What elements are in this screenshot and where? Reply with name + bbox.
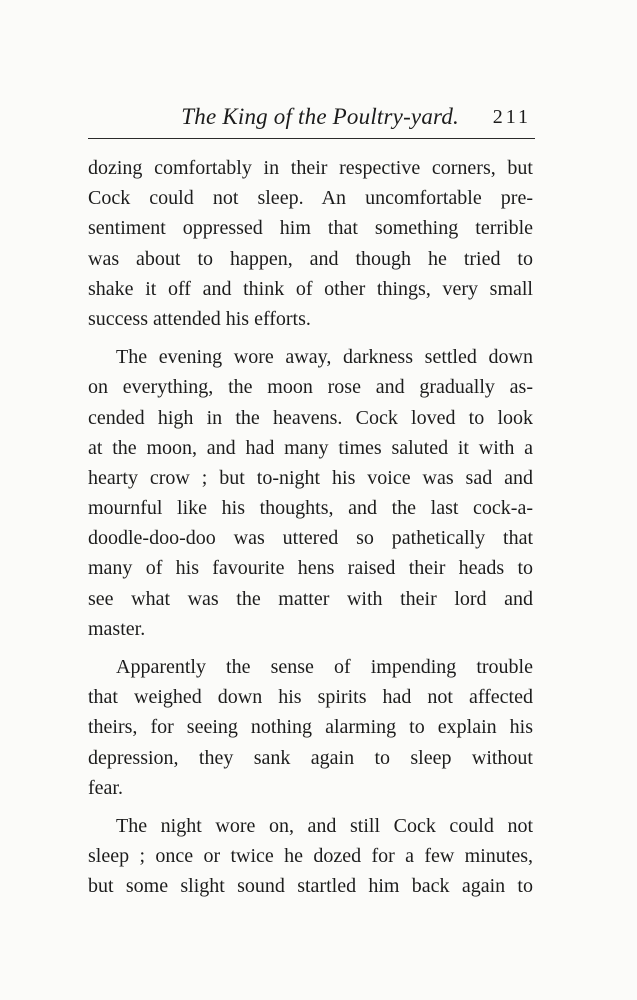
text-line: sentiment oppressed him that something terrible (88, 217, 533, 240)
text-line: dozing comfortably in their respective corners, but (88, 157, 533, 179)
text-line: theirs, for seeing nothing alarming to explain his (88, 716, 533, 739)
running-header (88, 104, 533, 134)
body-text (88, 153, 533, 910)
text-line: many of his favourite hens raised their heads to (88, 557, 533, 580)
page-number: 211 (492, 106, 531, 128)
running-title: The King of the Poultry-yard. (181, 104, 459, 129)
text-line: success attended his efforts. (88, 307, 311, 330)
text-line: The night wore on, and still Cock could not (116, 814, 533, 837)
text-line: master. (88, 617, 146, 640)
text-line: sleep ; once or twice he dozed for a few minutes, (88, 845, 533, 868)
text-line: Cock could not sleep. An uncomfortable pre- (88, 187, 533, 210)
text-line: that weighed down his spirits had not affected (88, 686, 533, 709)
text-line: depression, they sank again to sleep without (88, 746, 533, 769)
text-line: at the moon, and had many times saluted it with a (88, 436, 533, 459)
header-rule (88, 138, 535, 139)
text-line: mournful like his thoughts, and the last cock-a- (88, 497, 533, 520)
text-line: Apparently the sense of impending trouble (116, 656, 533, 678)
text-line: doodle-doo-doo was uttered so pathetically that (88, 527, 533, 550)
text-line: fear. (88, 776, 123, 799)
text-line: hearty crow ; but to-night his voice was sad and (88, 466, 533, 489)
text-line: shake it off and think of other things, very small (88, 277, 533, 300)
paragraph (88, 811, 533, 902)
paragraph (88, 652, 533, 803)
text-line: cended high in the heavens. Cock loved to look (88, 406, 533, 429)
paragraph (88, 342, 533, 644)
paragraph (88, 153, 533, 334)
text-line: see what was the matter with their lord and (88, 587, 533, 610)
text-line: but some slight sound startled him back again to (88, 875, 533, 898)
text-line: was about to happen, and though he tried to (88, 247, 533, 270)
text-line: The evening wore away, darkness settled down (116, 346, 533, 369)
text-line: on everything, the moon rose and gradually as- (88, 376, 533, 399)
